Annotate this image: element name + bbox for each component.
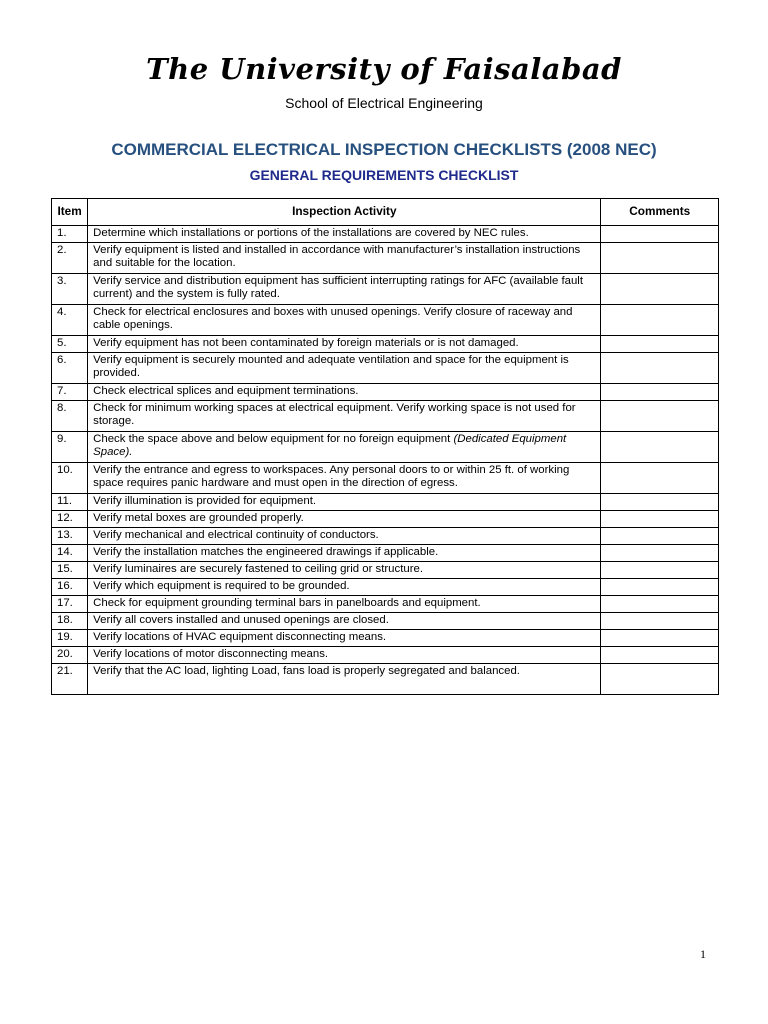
inspection-activity: Verify metal boxes are grounded properly.: [88, 511, 601, 528]
university-name: The University of Faisalabad: [146, 52, 622, 86]
inspection-activity: Verify service and distribution equipment has sufficient interrupting ratings for AFC (available fault current) and the system is fully rated.: [88, 274, 601, 305]
comments-cell[interactable]: [601, 613, 719, 630]
table-header-row: [52, 199, 719, 226]
comments-cell[interactable]: [601, 494, 719, 511]
page-number: 1: [700, 947, 706, 961]
item-number: 19.: [52, 630, 88, 647]
table-row: [52, 613, 719, 630]
inspection-activity: Verify the installation matches the engineered drawings if applicable.: [88, 545, 601, 562]
item-number: 5.: [52, 336, 88, 353]
header-comments: Comments: [601, 199, 719, 226]
header-item: Item: [52, 199, 88, 226]
table-row: [52, 243, 719, 274]
inspection-activity: Verify that the AC load, lighting Load, fans load is properly segregated and balanced.: [88, 664, 601, 695]
comments-cell[interactable]: [601, 243, 719, 274]
item-number: 3.: [52, 274, 88, 305]
inspection-activity: Verify which equipment is required to be grounded.: [88, 579, 601, 596]
school-name: School of Electrical Engineering: [285, 95, 483, 111]
table-row: [52, 579, 719, 596]
table-row: [52, 463, 719, 494]
item-number: 4.: [52, 305, 88, 336]
item-number: 13.: [52, 528, 88, 545]
comments-cell[interactable]: [601, 384, 719, 401]
inspection-activity: Determine which installations or portions of the installations are covered by NEC rules.: [88, 226, 601, 243]
item-number: 14.: [52, 545, 88, 562]
comments-cell[interactable]: [601, 401, 719, 432]
item-number: 20.: [52, 647, 88, 664]
table-row: [52, 336, 719, 353]
comments-cell[interactable]: [601, 528, 719, 545]
table-row: [52, 630, 719, 647]
table-row: [52, 562, 719, 579]
comments-cell[interactable]: [601, 579, 719, 596]
table-row: [52, 305, 719, 336]
comments-cell[interactable]: [601, 562, 719, 579]
comments-cell[interactable]: [601, 336, 719, 353]
comments-cell[interactable]: [601, 596, 719, 613]
inspection-activity: Verify luminaires are securely fastened to ceiling grid or structure.: [88, 562, 601, 579]
inspection-activity: Check for equipment grounding terminal bars in panelboards and equipment.: [88, 596, 601, 613]
item-number: 16.: [52, 579, 88, 596]
inspection-activity: Verify equipment is listed and installed in accordance with manufacturer’s installation instructions and suitable for the location.: [88, 243, 601, 274]
inspection-activity: Verify equipment has not been contaminated by foreign materials or is not damaged.: [88, 336, 601, 353]
activity-note: (Dedicated Equipment Space).: [93, 433, 567, 459]
comments-cell[interactable]: [601, 545, 719, 562]
comments-cell[interactable]: [601, 305, 719, 336]
item-number: 10.: [52, 463, 88, 494]
table-row: [52, 274, 719, 305]
table-row: [52, 353, 719, 384]
item-number: 18.: [52, 613, 88, 630]
inspection-activity: Verify mechanical and electrical continuity of conductors.: [88, 528, 601, 545]
item-number: 12.: [52, 511, 88, 528]
item-number: 2.: [52, 243, 88, 274]
table-row: [52, 432, 719, 463]
table-row: [52, 664, 719, 695]
table-row: [52, 384, 719, 401]
comments-cell[interactable]: [601, 226, 719, 243]
inspection-activity: Check for electrical enclosures and boxes with unused openings. Verify closure of raceway and cable openings.: [88, 305, 601, 336]
item-number: 6.: [52, 353, 88, 384]
inspection-activity: Verify illumination is provided for equipment.: [88, 494, 601, 511]
table-row: [52, 647, 719, 664]
item-number: 8.: [52, 401, 88, 432]
inspection-activity: [88, 432, 601, 463]
comments-cell[interactable]: [601, 630, 719, 647]
inspection-activity: Verify locations of HVAC equipment disconnecting means.: [88, 630, 601, 647]
comments-cell[interactable]: [601, 647, 719, 664]
inspection-checklist-table: [51, 198, 719, 695]
document-title: COMMERCIAL ELECTRICAL INSPECTION CHECKLISTS (2008 NEC): [111, 140, 657, 159]
comments-cell[interactable]: [601, 274, 719, 305]
comments-cell[interactable]: [601, 463, 719, 494]
activity-text: Check the space above and below equipment for no foreign equipment: [93, 433, 451, 445]
comments-cell[interactable]: [601, 511, 719, 528]
item-number: 7.: [52, 384, 88, 401]
item-number: 11.: [52, 494, 88, 511]
inspection-activity: Verify all covers installed and unused openings are closed.: [88, 613, 601, 630]
table-row: [52, 545, 719, 562]
comments-cell[interactable]: [601, 432, 719, 463]
table-row: [52, 226, 719, 243]
table-row: [52, 494, 719, 511]
inspection-activity: Verify the entrance and egress to workspaces. Any personal doors to or within 25 ft. of working space requires panic hardware and must open in the direction of egress.: [88, 463, 601, 494]
comments-cell[interactable]: [601, 353, 719, 384]
item-number: 9.: [52, 432, 88, 463]
inspection-activity: Verify locations of motor disconnecting means.: [88, 647, 601, 664]
item-number: 17.: [52, 596, 88, 613]
table-row: [52, 528, 719, 545]
checklist-subtitle: GENERAL REQUIREMENTS CHECKLIST: [249, 167, 519, 183]
table-row: [52, 511, 719, 528]
comments-cell[interactable]: [601, 664, 719, 695]
item-number: 15.: [52, 562, 88, 579]
inspection-activity: Check electrical splices and equipment terminations.: [88, 384, 601, 401]
table-row: [52, 401, 719, 432]
table-row: [52, 596, 719, 613]
item-number: 1.: [52, 226, 88, 243]
inspection-activity: Verify equipment is securely mounted and adequate ventilation and space for the equipment is provided.: [88, 353, 601, 384]
item-number: 21.: [52, 664, 88, 695]
inspection-activity: Check for minimum working spaces at electrical equipment. Verify working space is not used for storage.: [88, 401, 601, 432]
header-inspection-activity: Inspection Activity: [88, 199, 601, 226]
